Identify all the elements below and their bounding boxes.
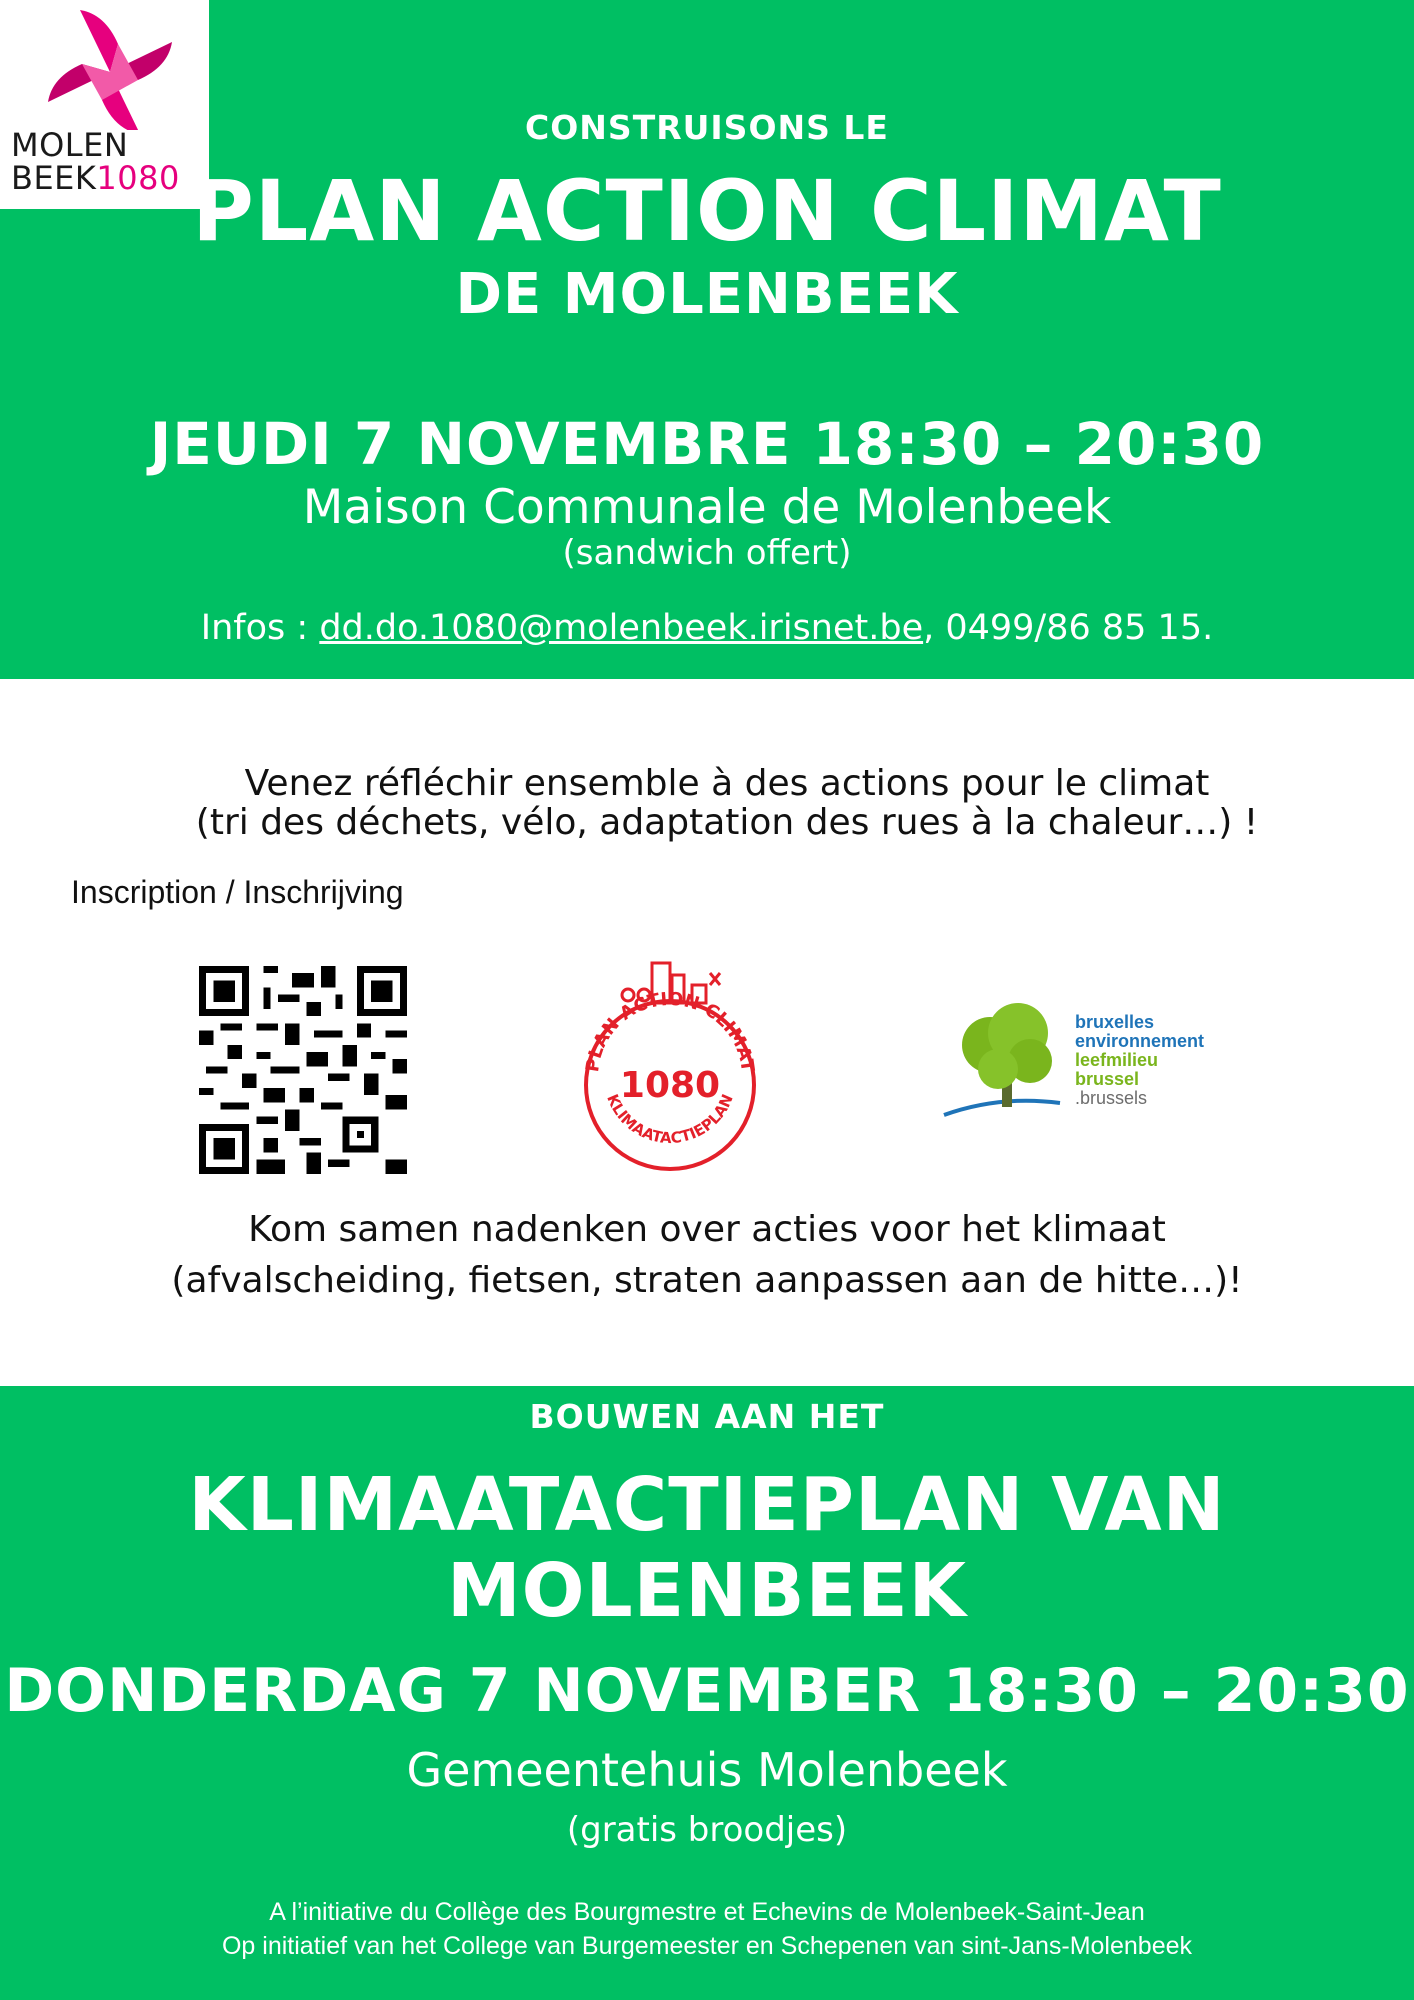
credit-line-dutch: Op initiatief van het College van Burgemeester en Schepenen van sint-Jans-Molenbeek <box>221 1932 1193 1960</box>
french-header-band <box>0 0 1414 679</box>
qr-code-icon[interactable] <box>199 966 407 1174</box>
french-subtitle: DE MOLENBEEK <box>455 262 959 327</box>
svg-text:PLAN ACTION CLIMAT: PLAN ACTION CLIMAT <box>582 988 758 1074</box>
contact-email-link[interactable]: dd.do.1080@molenbeek.irisnet.be <box>319 608 924 648</box>
dutch-intro-line1: Kom samen nadenken over acties voor het klimaat <box>248 1209 1166 1250</box>
french-note: (sandwich offert) <box>562 533 852 573</box>
plan-logo-number: 1080 <box>619 1065 721 1106</box>
dutch-venue: Gemeentehuis Molenbeek <box>406 1743 1008 1797</box>
logo-text-beek1080: BEEK1080 <box>11 159 180 197</box>
svg-text:KLIMAATACTIEPLAN: KLIMAATACTIEPLAN <box>603 1091 737 1148</box>
dutch-title: KLIMAATACTIEPLAN VAN MOLENBEEK <box>188 1462 1226 1634</box>
contact-info: Infos : dd.do.1080@molenbeek.irisnet.be, 0499/86 85 15. <box>200 608 1214 648</box>
plan-action-climat-logo <box>560 945 780 1175</box>
french-pre-title: CONSTRUISONS LE <box>525 108 889 147</box>
dutch-pre-title: BOUWEN AAN HET <box>529 1397 885 1436</box>
french-intro-line2: (tri des déchets, vélo, adaptation des rues à la chaleur…) ! <box>195 802 1259 843</box>
inscription-label: Inscription / Inschrijving <box>71 874 404 910</box>
bruxelles-environnement-text: bruxelles environnement leefmilieu brussel .brussels <box>1075 1012 1205 1108</box>
french-venue: Maison Communale de Molenbeek <box>302 480 1112 535</box>
french-event-date: JEUDI 7 NOVEMBRE 18:30 – 20:30 <box>149 410 1265 478</box>
french-title: PLAN ACTION CLIMAT <box>192 162 1222 260</box>
dutch-intro-line2: (afvalscheiding, fietsen, straten aanpassen aan de hitte…)! <box>171 1260 1243 1301</box>
dutch-event-date: DONDERDAG 7 NOVEMBER 18:30 – 20:30 <box>4 1656 1410 1726</box>
dutch-note: (gratis broodjes) <box>566 1810 848 1850</box>
credit-line-french: A l’initiative du Collège des Bourgmestre et Echevins de Molenbeek-Saint-Jean <box>269 1898 1145 1926</box>
logo-text-molen: MOLEN <box>11 126 129 164</box>
french-intro-line1: Venez réfléchir ensemble à des actions pour le climat <box>244 763 1210 804</box>
